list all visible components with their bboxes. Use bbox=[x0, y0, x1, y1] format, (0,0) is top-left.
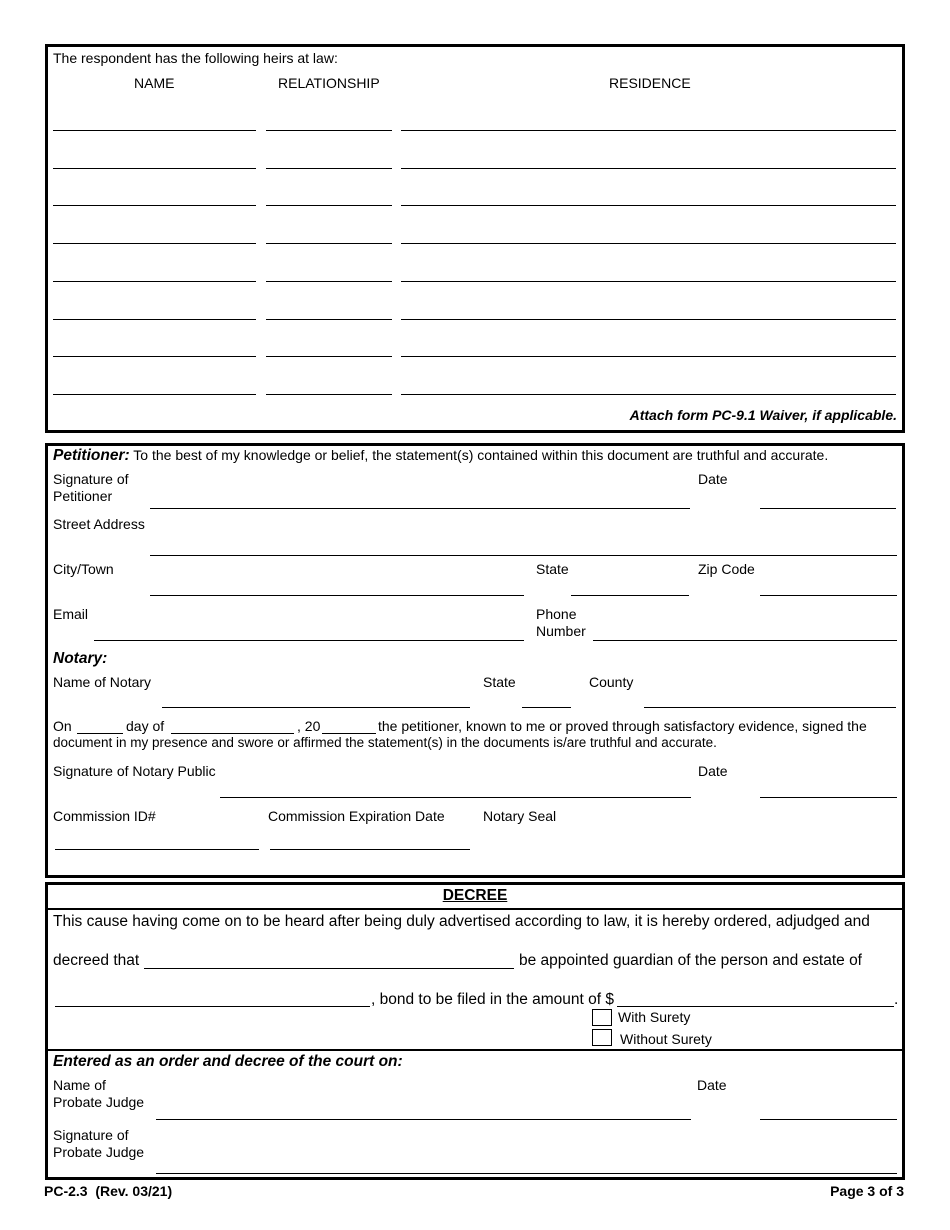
heirs-col-residence: RESIDENCE bbox=[609, 75, 691, 91]
notary-day-field[interactable] bbox=[77, 733, 123, 734]
judge-name-label-2: Probate Judge bbox=[53, 1094, 145, 1110]
notary-year-field[interactable] bbox=[322, 733, 376, 734]
heir-residence-field[interactable] bbox=[401, 130, 896, 131]
commission-id-field[interactable] bbox=[55, 849, 259, 850]
notary-signature-field[interactable] bbox=[220, 797, 691, 798]
city-field[interactable] bbox=[150, 595, 524, 596]
judge-name-label-1: Name of bbox=[53, 1077, 106, 1093]
notary-county-field[interactable] bbox=[644, 707, 896, 708]
bond-amount-field[interactable] bbox=[617, 1006, 894, 1007]
petitioner-signature-field[interactable] bbox=[150, 508, 690, 509]
heir-relationship-field[interactable] bbox=[266, 243, 392, 244]
attach-note: Attach form PC-9.1 Waiver, if applicable. bbox=[629, 407, 897, 423]
notary-day-of-text: day of bbox=[126, 718, 165, 734]
heir-relationship-field[interactable] bbox=[266, 168, 392, 169]
phone-label-1: Phone bbox=[536, 606, 577, 622]
zip-label: Zip Code bbox=[698, 561, 755, 577]
decree-date-field[interactable] bbox=[760, 1119, 897, 1120]
without-surety-label: Without Surety bbox=[620, 1031, 712, 1047]
form-id: PC-2.3 (Rev. 03/21) bbox=[44, 1183, 173, 1199]
heir-relationship-field[interactable] bbox=[266, 319, 392, 320]
notary-signature-label: Signature of Notary Public bbox=[53, 763, 216, 779]
phone-field[interactable] bbox=[593, 640, 897, 641]
heir-relationship-field[interactable] bbox=[266, 205, 392, 206]
notary-county-label: County bbox=[589, 674, 634, 690]
notary-seal-label: Notary Seal bbox=[483, 808, 557, 824]
decree-title-divider bbox=[46, 908, 904, 910]
petitioner-signature-label-1: Signature of bbox=[53, 471, 129, 487]
notary-state-label: State bbox=[483, 674, 516, 690]
notary-date-field[interactable] bbox=[760, 797, 897, 798]
judge-signature-field[interactable] bbox=[156, 1173, 897, 1174]
heir-residence-field[interactable] bbox=[401, 281, 896, 282]
decree-entered-divider bbox=[46, 1049, 904, 1051]
bond-period: . bbox=[894, 991, 899, 1008]
heir-name-field[interactable] bbox=[53, 356, 256, 357]
entered-heading: Entered as an order and decree of the court on: bbox=[53, 1053, 403, 1070]
petitioner-statement: To the best of my knowledge or belief, the statement(s) contained within this document are truthful and accurate. bbox=[133, 447, 829, 463]
with-surety-label: With Surety bbox=[618, 1009, 691, 1025]
decree-date-label: Date bbox=[697, 1077, 727, 1093]
with-surety-checkbox[interactable] bbox=[592, 1009, 612, 1026]
decree-line-1: This cause having come on to be heard after being duly advertised according to law, it is hereby ordered, adjudged and bbox=[53, 913, 870, 930]
heirs-intro: The respondent has the following heirs at law: bbox=[53, 50, 338, 66]
notary-statement-2: document in my presence and swore or affirmed the statement(s) in the documents is/are truthful and accurate. bbox=[53, 735, 717, 750]
notary-month-field[interactable] bbox=[171, 733, 294, 734]
heirs-col-relationship: RELATIONSHIP bbox=[278, 75, 380, 91]
heir-residence-field[interactable] bbox=[401, 205, 896, 206]
heir-residence-field[interactable] bbox=[401, 168, 896, 169]
judge-sig-label-2: Probate Judge bbox=[53, 1144, 145, 1160]
petitioner-signature-label-2: Petitioner bbox=[53, 488, 113, 504]
notary-name-label: Name of Notary bbox=[53, 674, 152, 690]
commission-exp-label: Commission Expiration Date bbox=[268, 808, 445, 824]
phone-label-2: Number bbox=[536, 623, 586, 639]
bond-text: , bond to be filed in the amount of $ bbox=[371, 991, 615, 1008]
heir-residence-field[interactable] bbox=[401, 394, 896, 395]
petitioner-heading: Petitioner: bbox=[53, 447, 130, 464]
heir-residence-field[interactable] bbox=[401, 319, 896, 320]
email-label: Email bbox=[53, 606, 89, 622]
state-field[interactable] bbox=[571, 595, 689, 596]
notary-date-label: Date bbox=[698, 763, 728, 779]
email-field[interactable] bbox=[94, 640, 524, 641]
heir-residence-field[interactable] bbox=[401, 243, 896, 244]
heirs-section bbox=[45, 44, 905, 433]
commission-exp-field[interactable] bbox=[270, 849, 470, 850]
street-address-field[interactable] bbox=[150, 555, 897, 556]
heir-name-field[interactable] bbox=[53, 243, 256, 244]
page-number: Page 3 of 3 bbox=[830, 1183, 904, 1199]
notary-twenty-text: , 20 bbox=[297, 718, 321, 734]
judge-sig-label-1: Signature of bbox=[53, 1127, 129, 1143]
heir-name-field[interactable] bbox=[53, 281, 256, 282]
notary-state-field[interactable] bbox=[522, 707, 571, 708]
state-label: State bbox=[536, 561, 569, 577]
heirs-col-name: NAME bbox=[134, 75, 175, 91]
commission-id-label: Commission ID# bbox=[53, 808, 156, 824]
appointed-text: be appointed guardian of the person and estate of bbox=[519, 952, 862, 969]
ward-name-field[interactable] bbox=[55, 1006, 370, 1007]
notary-on-text: On bbox=[53, 718, 72, 734]
decree-title: DECREE bbox=[442, 887, 508, 904]
petitioner-date-field[interactable] bbox=[760, 508, 896, 509]
petitioner-statement-line bbox=[53, 447, 828, 465]
heir-name-field[interactable] bbox=[53, 205, 256, 206]
notary-heading: Notary: bbox=[53, 650, 108, 667]
decreed-that-text: decreed that bbox=[53, 952, 140, 969]
zip-field[interactable] bbox=[760, 595, 897, 596]
notary-name-field[interactable] bbox=[162, 707, 470, 708]
notary-statement-1: the petitioner, known to me or proved through satisfactory evidence, signed the bbox=[378, 718, 867, 734]
heir-name-field[interactable] bbox=[53, 130, 256, 131]
heir-residence-field[interactable] bbox=[401, 356, 896, 357]
guardian-name-field[interactable] bbox=[144, 968, 514, 969]
heir-name-field[interactable] bbox=[53, 168, 256, 169]
street-address-label: Street Address bbox=[53, 516, 145, 532]
city-label: City/Town bbox=[53, 561, 114, 577]
heir-relationship-field[interactable] bbox=[266, 394, 392, 395]
heir-relationship-field[interactable] bbox=[266, 281, 392, 282]
heir-relationship-field[interactable] bbox=[266, 356, 392, 357]
heir-name-field[interactable] bbox=[53, 394, 256, 395]
petitioner-date-label: Date bbox=[698, 471, 728, 487]
judge-name-field[interactable] bbox=[156, 1119, 691, 1120]
heir-name-field[interactable] bbox=[53, 319, 256, 320]
without-surety-checkbox[interactable] bbox=[592, 1029, 612, 1046]
heir-relationship-field[interactable] bbox=[266, 130, 392, 131]
